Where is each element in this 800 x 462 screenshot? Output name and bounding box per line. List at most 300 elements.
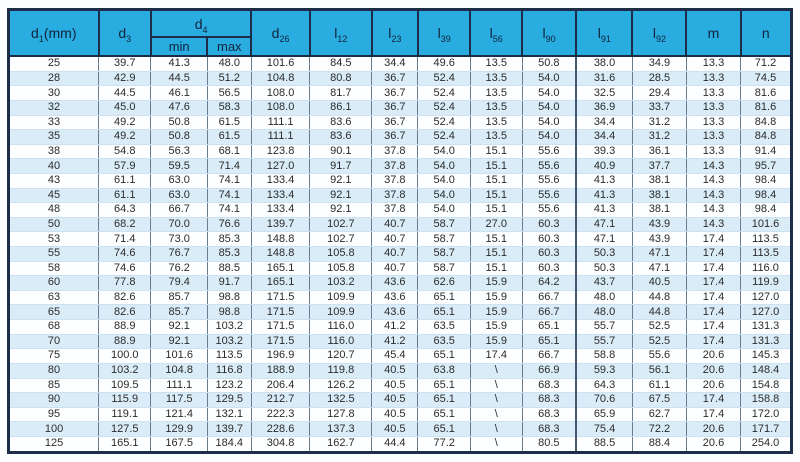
table-cell: 20.6 bbox=[686, 349, 740, 364]
table-cell: 17.4 bbox=[686, 334, 740, 349]
table-cell: 80 bbox=[9, 363, 99, 378]
table-cell: 65.1 bbox=[418, 422, 470, 437]
table-cell: 42.9 bbox=[99, 71, 151, 86]
table-cell: 64.3 bbox=[576, 378, 632, 393]
table-cell: 116.0 bbox=[310, 334, 372, 349]
table-cell: 37.8 bbox=[372, 203, 418, 218]
table-cell: 92.1 bbox=[151, 320, 207, 335]
table-cell: 61.1 bbox=[99, 188, 151, 203]
table-cell: 29.4 bbox=[632, 86, 686, 101]
table-cell: 36.7 bbox=[372, 71, 418, 86]
table-cell: 17.4 bbox=[686, 276, 740, 291]
table-cell: 34.9 bbox=[632, 56, 686, 71]
table-cell: 62.7 bbox=[632, 407, 686, 422]
table-cell: 104.8 bbox=[251, 71, 310, 86]
table-cell: 74.5 bbox=[741, 71, 792, 86]
table-cell: 77.8 bbox=[99, 276, 151, 291]
table-cell: 120.7 bbox=[310, 349, 372, 364]
table-cell: 38.1 bbox=[632, 203, 686, 218]
table-row bbox=[9, 422, 792, 437]
table-row bbox=[9, 159, 792, 174]
table-cell: 39.7 bbox=[99, 56, 151, 71]
table-cell: 113.5 bbox=[207, 349, 251, 364]
table-cell: 13.5 bbox=[470, 100, 522, 115]
table-cell: 65.1 bbox=[418, 305, 470, 320]
table-cell: 53 bbox=[9, 232, 99, 247]
table-cell: 55 bbox=[9, 247, 99, 262]
table-cell: 52.4 bbox=[418, 71, 470, 86]
table-cell: 15.1 bbox=[470, 232, 522, 247]
table-cell: \ bbox=[470, 422, 522, 437]
table-cell: 59.3 bbox=[576, 363, 632, 378]
table-cell: 54.0 bbox=[522, 71, 576, 86]
table-cell: 109.9 bbox=[310, 290, 372, 305]
table-cell: 80.5 bbox=[522, 436, 576, 452]
table-cell: 36.7 bbox=[372, 115, 418, 130]
table-cell: 25 bbox=[9, 56, 99, 71]
table-cell: 56.1 bbox=[632, 363, 686, 378]
table-cell: 121.4 bbox=[151, 407, 207, 422]
table-cell: 49.2 bbox=[99, 115, 151, 130]
table-cell: 304.8 bbox=[251, 436, 310, 452]
table-cell: 57.9 bbox=[99, 159, 151, 174]
table-cell: 68.1 bbox=[207, 144, 251, 159]
table-cell: 48.0 bbox=[576, 305, 632, 320]
table-cell: 103.2 bbox=[207, 334, 251, 349]
table-cell: 58.7 bbox=[418, 261, 470, 276]
table-cell: 65.1 bbox=[418, 378, 470, 393]
table-cell: 74.6 bbox=[99, 261, 151, 276]
table-cell: 101.6 bbox=[741, 217, 792, 232]
table-cell: 41.2 bbox=[372, 320, 418, 335]
table-cell: 27.0 bbox=[470, 217, 522, 232]
table-row bbox=[9, 393, 792, 408]
table-cell: 36.7 bbox=[372, 130, 418, 145]
table-cell: 129.5 bbox=[207, 393, 251, 408]
table-cell: 100.0 bbox=[99, 349, 151, 364]
col-header-d3: $d_3$ bbox=[99, 10, 151, 57]
table-cell: 52.4 bbox=[418, 115, 470, 130]
table-cell: 65.1 bbox=[418, 393, 470, 408]
table-cell: 36.7 bbox=[372, 100, 418, 115]
table-cell: 228.6 bbox=[251, 422, 310, 437]
table-cell: 105.8 bbox=[310, 247, 372, 262]
table-cell: 104.8 bbox=[151, 363, 207, 378]
table-cell: 54.0 bbox=[418, 173, 470, 188]
table-cell: 102.7 bbox=[310, 232, 372, 247]
table-cell: 116.0 bbox=[741, 261, 792, 276]
table-cell: 145.3 bbox=[741, 349, 792, 364]
table-cell: 43 bbox=[9, 173, 99, 188]
table-cell: 13.5 bbox=[470, 115, 522, 130]
table-cell: 20.6 bbox=[686, 378, 740, 393]
table-cell: 116.8 bbox=[207, 363, 251, 378]
table-cell: \ bbox=[470, 393, 522, 408]
table-cell: 44.8 bbox=[632, 305, 686, 320]
table-cell: 52.4 bbox=[418, 86, 470, 101]
table-cell: 71.4 bbox=[207, 159, 251, 174]
table-cell: 50.8 bbox=[151, 115, 207, 130]
table-cell: 32 bbox=[9, 100, 99, 115]
table-cell: 84.8 bbox=[741, 115, 792, 130]
table-cell: 172.0 bbox=[741, 407, 792, 422]
table-cell: 54.0 bbox=[418, 188, 470, 203]
table-cell: 64.3 bbox=[99, 203, 151, 218]
table-cell: 13.5 bbox=[470, 56, 522, 71]
table-cell: 70.0 bbox=[151, 217, 207, 232]
table-cell: 127.0 bbox=[741, 290, 792, 305]
table-cell: 63.5 bbox=[418, 320, 470, 335]
table-cell: 51.2 bbox=[207, 71, 251, 86]
table-cell: 139.7 bbox=[251, 217, 310, 232]
table-cell: 60.3 bbox=[522, 232, 576, 247]
col-header-l39: $l_{39}$ bbox=[418, 10, 470, 57]
table-cell: 31.2 bbox=[632, 130, 686, 145]
table-cell: 33.7 bbox=[632, 100, 686, 115]
table-cell: 98.4 bbox=[741, 203, 792, 218]
table-cell: 131.3 bbox=[741, 334, 792, 349]
table-cell: 63.0 bbox=[151, 173, 207, 188]
table-cell: 58.7 bbox=[418, 217, 470, 232]
table-cell: 139.7 bbox=[207, 422, 251, 437]
table-cell: 148.4 bbox=[741, 363, 792, 378]
table-cell: 63.8 bbox=[418, 363, 470, 378]
table-cell: 17.4 bbox=[686, 305, 740, 320]
table-cell: 30 bbox=[9, 86, 99, 101]
table-cell: 81.6 bbox=[741, 86, 792, 101]
table-cell: 54.8 bbox=[99, 144, 151, 159]
table-cell: 50 bbox=[9, 217, 99, 232]
table-cell: 17.4 bbox=[686, 232, 740, 247]
table-cell: 13.3 bbox=[686, 144, 740, 159]
table-cell: 50.3 bbox=[576, 261, 632, 276]
table-cell: 40 bbox=[9, 159, 99, 174]
table-cell: 113.5 bbox=[741, 247, 792, 262]
table-cell: 171.5 bbox=[251, 305, 310, 320]
table-cell: 17.4 bbox=[686, 261, 740, 276]
table-cell: 54.0 bbox=[522, 130, 576, 145]
table-cell: 85.7 bbox=[151, 305, 207, 320]
table-cell: 66.7 bbox=[151, 203, 207, 218]
table-cell: 81.7 bbox=[310, 86, 372, 101]
table-cell: 40.5 bbox=[372, 378, 418, 393]
table-cell: 137.3 bbox=[310, 422, 372, 437]
table-cell: 60.3 bbox=[522, 247, 576, 262]
table-cell: 76.7 bbox=[151, 247, 207, 262]
table-cell: 47.1 bbox=[576, 232, 632, 247]
table-cell: 43.9 bbox=[632, 232, 686, 247]
col-header-d26: $d_{26}$ bbox=[251, 10, 310, 57]
table-cell: 165.1 bbox=[99, 436, 151, 452]
table-cell: 85 bbox=[9, 378, 99, 393]
table-cell: 58.3 bbox=[207, 100, 251, 115]
table-cell: 13.5 bbox=[470, 71, 522, 86]
table-row bbox=[9, 188, 792, 203]
table-cell: 74.6 bbox=[99, 247, 151, 262]
table-cell: 74.1 bbox=[207, 188, 251, 203]
table-cell: 68 bbox=[9, 320, 99, 335]
table-cell: 101.6 bbox=[251, 56, 310, 71]
table-cell: 54.0 bbox=[418, 159, 470, 174]
table-cell: 108.0 bbox=[251, 86, 310, 101]
table-cell: 67.5 bbox=[632, 393, 686, 408]
table-cell: 13.3 bbox=[686, 130, 740, 145]
table-cell: 68.3 bbox=[522, 393, 576, 408]
table-cell: 127.0 bbox=[251, 159, 310, 174]
table-cell: 43.6 bbox=[372, 276, 418, 291]
table-cell: 15.1 bbox=[470, 203, 522, 218]
table-cell: 222.3 bbox=[251, 407, 310, 422]
table-cell: 13.5 bbox=[470, 86, 522, 101]
table-cell: 28.5 bbox=[632, 71, 686, 86]
table-cell: 61.1 bbox=[632, 378, 686, 393]
table-cell: 102.7 bbox=[310, 217, 372, 232]
table-cell: 117.5 bbox=[151, 393, 207, 408]
table-row bbox=[9, 334, 792, 349]
table-cell: 68.3 bbox=[522, 378, 576, 393]
table-cell: 115.9 bbox=[99, 393, 151, 408]
table-cell: 82.6 bbox=[99, 290, 151, 305]
table-cell: 15.1 bbox=[470, 261, 522, 276]
table-cell: 15.1 bbox=[470, 144, 522, 159]
table-cell: 171.5 bbox=[251, 290, 310, 305]
table-cell: 92.1 bbox=[151, 334, 207, 349]
table-cell: 48.0 bbox=[207, 56, 251, 71]
table-cell: 47.1 bbox=[632, 247, 686, 262]
table-cell: 54.0 bbox=[522, 100, 576, 115]
table-cell: 13.3 bbox=[686, 56, 740, 71]
table-cell: 88.5 bbox=[576, 436, 632, 452]
table-cell: 40.5 bbox=[632, 276, 686, 291]
table-row bbox=[9, 276, 792, 291]
table-cell: 15.1 bbox=[470, 159, 522, 174]
table-cell: 68.2 bbox=[99, 217, 151, 232]
table-cell: 40.7 bbox=[372, 232, 418, 247]
table-cell: 98.8 bbox=[207, 290, 251, 305]
table-cell: 54.0 bbox=[522, 115, 576, 130]
table-cell: 76.2 bbox=[151, 261, 207, 276]
table-cell: \ bbox=[470, 363, 522, 378]
table-cell: 127.0 bbox=[741, 305, 792, 320]
table-cell: 65 bbox=[9, 305, 99, 320]
table-cell: 15.9 bbox=[470, 320, 522, 335]
table-cell: 31.2 bbox=[632, 115, 686, 130]
table-cell: 41.3 bbox=[576, 188, 632, 203]
table-cell: 111.1 bbox=[251, 115, 310, 130]
table-cell: 88.9 bbox=[99, 334, 151, 349]
table-cell: 13.3 bbox=[686, 100, 740, 115]
table-cell: 40.5 bbox=[372, 363, 418, 378]
col-header-l92: $l_{92}$ bbox=[632, 10, 686, 57]
table-cell: 37.8 bbox=[372, 173, 418, 188]
table-cell: 98.4 bbox=[741, 188, 792, 203]
table-cell: 17.4 bbox=[686, 247, 740, 262]
table-cell: 68.3 bbox=[522, 422, 576, 437]
table-cell: 103.2 bbox=[207, 320, 251, 335]
table-cell: 47.1 bbox=[632, 261, 686, 276]
table-cell: 171.5 bbox=[251, 334, 310, 349]
table-row bbox=[9, 144, 792, 159]
table-cell: 133.4 bbox=[251, 173, 310, 188]
table-body bbox=[9, 56, 792, 453]
table-cell: 37.8 bbox=[372, 144, 418, 159]
table-cell: 43.7 bbox=[576, 276, 632, 291]
table-row bbox=[9, 232, 792, 247]
table-cell: 33 bbox=[9, 115, 99, 130]
table-cell: 103.2 bbox=[310, 276, 372, 291]
table-cell: 45.0 bbox=[99, 100, 151, 115]
table-cell: 28 bbox=[9, 71, 99, 86]
table-cell: 90.1 bbox=[310, 144, 372, 159]
table-cell: 52.4 bbox=[418, 130, 470, 145]
table-cell: 40.5 bbox=[372, 393, 418, 408]
table-row bbox=[9, 100, 792, 115]
table-row bbox=[9, 71, 792, 86]
table-cell: 119.9 bbox=[741, 276, 792, 291]
table-cell: 37.8 bbox=[372, 159, 418, 174]
table-cell: 58 bbox=[9, 261, 99, 276]
dimension-table bbox=[7, 8, 793, 454]
table-cell: 43.6 bbox=[372, 305, 418, 320]
table-cell: 184.4 bbox=[207, 436, 251, 452]
table-cell: 131.3 bbox=[741, 320, 792, 335]
table-cell: 44.4 bbox=[372, 436, 418, 452]
table-cell: 38.1 bbox=[632, 173, 686, 188]
table-cell: 75.4 bbox=[576, 422, 632, 437]
table-cell: 165.1 bbox=[251, 276, 310, 291]
table-cell: 38.0 bbox=[576, 56, 632, 71]
table-cell: 46.1 bbox=[151, 86, 207, 101]
table-cell: 148.8 bbox=[251, 247, 310, 262]
table-cell: 38.1 bbox=[632, 188, 686, 203]
table-cell: 132.5 bbox=[310, 393, 372, 408]
table-cell: 55.7 bbox=[576, 334, 632, 349]
table-cell: \ bbox=[470, 407, 522, 422]
table-cell: 56.3 bbox=[151, 144, 207, 159]
table-cell: 14.3 bbox=[686, 203, 740, 218]
table-row bbox=[9, 173, 792, 188]
table-cell: 14.3 bbox=[686, 173, 740, 188]
header-row-main bbox=[9, 10, 792, 38]
table-cell: 65.1 bbox=[418, 407, 470, 422]
table-cell: 119.8 bbox=[310, 363, 372, 378]
table-cell: 58.8 bbox=[576, 349, 632, 364]
table-cell: 61.5 bbox=[207, 130, 251, 145]
table-row bbox=[9, 217, 792, 232]
table-cell: 40.5 bbox=[372, 407, 418, 422]
table-cell: 58.7 bbox=[418, 232, 470, 247]
table-cell: 68.3 bbox=[522, 407, 576, 422]
table-cell: 15.1 bbox=[470, 188, 522, 203]
table-cell: \ bbox=[470, 378, 522, 393]
col-header-d4: $d_4$ bbox=[151, 10, 251, 38]
table-cell: 105.8 bbox=[310, 261, 372, 276]
table-cell: 123.8 bbox=[251, 144, 310, 159]
table-cell: 60 bbox=[9, 276, 99, 291]
table-cell: 43.6 bbox=[372, 290, 418, 305]
table-cell: 109.5 bbox=[99, 378, 151, 393]
table-row bbox=[9, 247, 792, 262]
table-cell: 127.5 bbox=[99, 422, 151, 437]
table-cell: 71.2 bbox=[741, 56, 792, 71]
table-cell: 92.1 bbox=[310, 203, 372, 218]
table-cell: 188.9 bbox=[251, 363, 310, 378]
table-cell: 52.4 bbox=[418, 100, 470, 115]
table-cell: 101.6 bbox=[151, 349, 207, 364]
table-cell: 88.4 bbox=[632, 436, 686, 452]
table-row bbox=[9, 56, 792, 71]
table-cell: 49.6 bbox=[418, 56, 470, 71]
table-cell: 48 bbox=[9, 203, 99, 218]
table-cell: 47.1 bbox=[576, 217, 632, 232]
table-cell: 44.5 bbox=[151, 71, 207, 86]
table-cell: 61.1 bbox=[99, 173, 151, 188]
table-cell: 167.5 bbox=[151, 436, 207, 452]
table-cell: 119.1 bbox=[99, 407, 151, 422]
table-cell: 50.8 bbox=[522, 56, 576, 71]
table-cell: 50.8 bbox=[151, 130, 207, 145]
col-header-l90: $l_{90}$ bbox=[522, 10, 576, 57]
table-cell: 66.7 bbox=[522, 305, 576, 320]
table-cell: 44.5 bbox=[99, 86, 151, 101]
table-cell: 103.2 bbox=[99, 363, 151, 378]
table-cell: 55.6 bbox=[522, 144, 576, 159]
table-cell: 84.8 bbox=[741, 130, 792, 145]
col-header-l91: $l_{91}$ bbox=[576, 10, 632, 57]
table-row bbox=[9, 261, 792, 276]
table-cell: 49.2 bbox=[99, 130, 151, 145]
table-cell: 83.6 bbox=[310, 130, 372, 145]
table-cell: 196.9 bbox=[251, 349, 310, 364]
table-cell: 60.3 bbox=[522, 261, 576, 276]
table-cell: 81.6 bbox=[741, 100, 792, 115]
table-cell: 44.8 bbox=[632, 290, 686, 305]
table-cell: 72.2 bbox=[632, 422, 686, 437]
table-cell: 13.3 bbox=[686, 115, 740, 130]
table-cell: 15.9 bbox=[470, 305, 522, 320]
table-cell: 54.0 bbox=[418, 144, 470, 159]
table-cell: 20.6 bbox=[686, 422, 740, 437]
table-cell: 38 bbox=[9, 144, 99, 159]
table-cell: 148.8 bbox=[251, 232, 310, 247]
table-cell: 63 bbox=[9, 290, 99, 305]
table-cell: 109.9 bbox=[310, 305, 372, 320]
col-header-d4-min: min bbox=[151, 37, 207, 56]
table-cell: 90 bbox=[9, 393, 99, 408]
table-cell: 171.5 bbox=[251, 320, 310, 335]
table-cell: 14.3 bbox=[686, 188, 740, 203]
table-cell: 13.3 bbox=[686, 71, 740, 86]
table-cell: 40.7 bbox=[372, 261, 418, 276]
table-cell: 84.5 bbox=[310, 56, 372, 71]
col-header-m: m bbox=[686, 10, 740, 57]
table-cell: 52.5 bbox=[632, 334, 686, 349]
table-cell: 15.1 bbox=[470, 247, 522, 262]
table-cell: 83.6 bbox=[310, 115, 372, 130]
table-cell: 58.7 bbox=[418, 247, 470, 262]
table-cell: 111.1 bbox=[151, 378, 207, 393]
table-cell: 13.5 bbox=[470, 130, 522, 145]
table-cell: 15.9 bbox=[470, 276, 522, 291]
table-cell: 50.3 bbox=[576, 247, 632, 262]
table-cell: 73.0 bbox=[151, 232, 207, 247]
table-cell: 111.1 bbox=[251, 130, 310, 145]
table-row bbox=[9, 436, 792, 452]
table-cell: 55.6 bbox=[522, 173, 576, 188]
table-cell: 70 bbox=[9, 334, 99, 349]
table-cell: 62.6 bbox=[418, 276, 470, 291]
table-cell: 55.7 bbox=[576, 320, 632, 335]
